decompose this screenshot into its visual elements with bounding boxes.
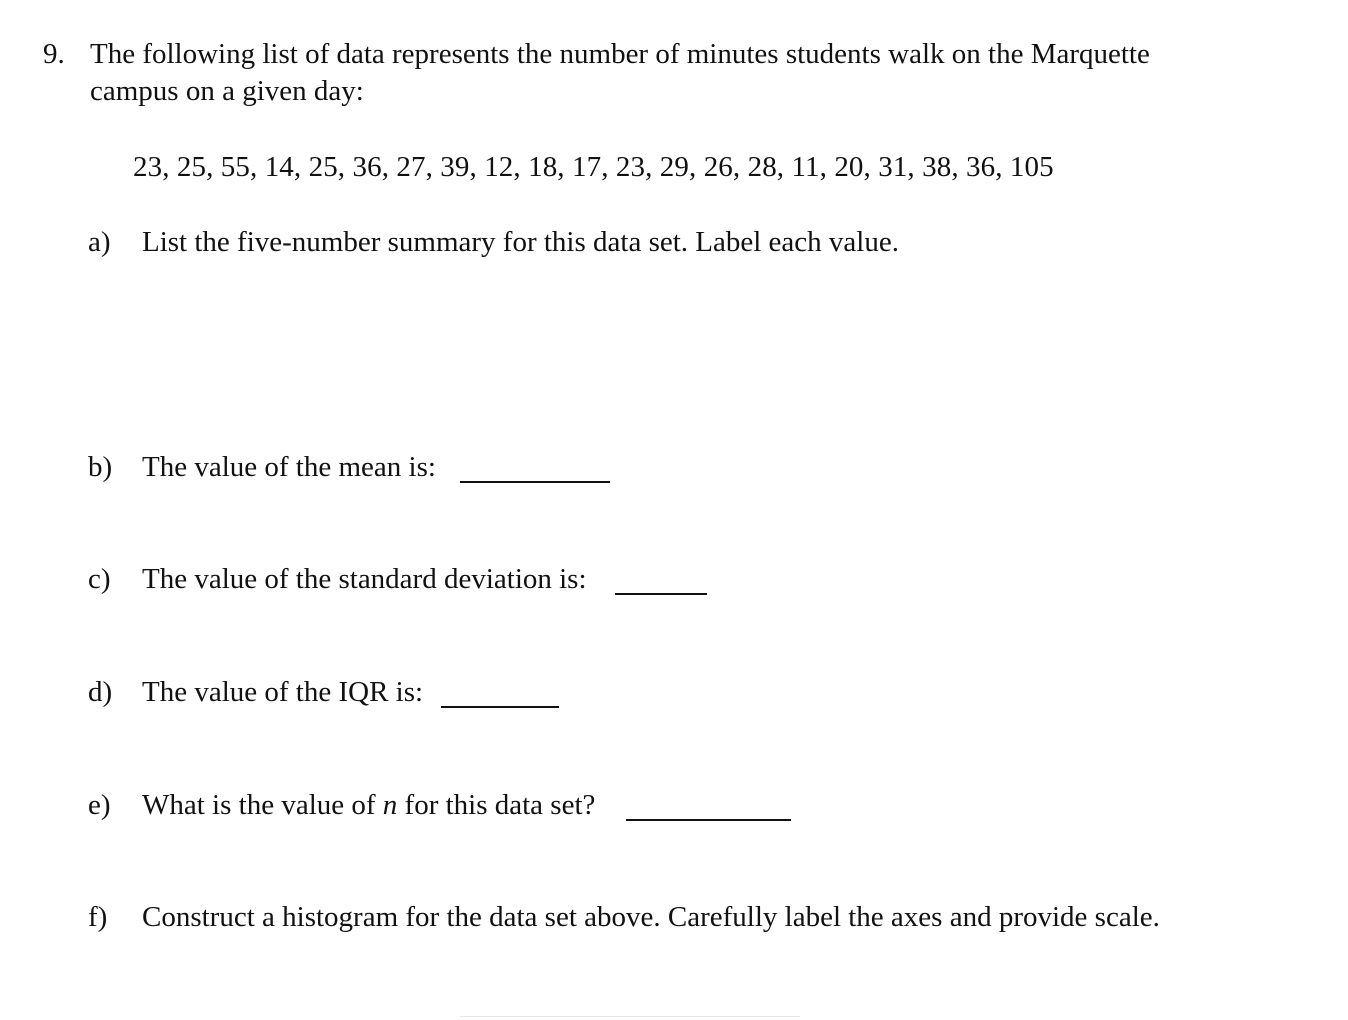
part-f-text: Construct a histogram for the data set above. Carefully label the axes and provide scale.: [142, 901, 1160, 933]
std-dev-answer-blank[interactable]: [615, 593, 707, 595]
part-f-label: f): [88, 901, 108, 933]
part-e-text-after: for this data set?: [397, 789, 596, 821]
part-a-text: List the five-number summary for this data set. Label each value.: [142, 226, 899, 258]
data-list: 23, 25, 55, 14, 25, 36, 27, 39, 12, 18, 17, 23, 29, 26, 28, 11, 20, 31, 38, 36, 105: [133, 151, 1054, 183]
mean-answer-blank[interactable]: [460, 481, 610, 483]
n-answer-blank[interactable]: [626, 819, 791, 821]
part-e-text-before: What is the value of: [142, 789, 383, 821]
part-b-label: b): [88, 451, 113, 483]
question-number: 9.: [43, 38, 65, 70]
part-a-label: a): [88, 226, 111, 258]
part-d-label: d): [88, 676, 113, 708]
part-c-text: The value of the standard deviation is:: [142, 563, 587, 595]
question-prompt-line-1: The following list of data represents the number of minutes students walk on the Marquette: [90, 38, 1150, 70]
variable-n: n: [382, 789, 398, 821]
iqr-answer-blank[interactable]: [441, 706, 559, 708]
part-d-text: The value of the IQR is:: [142, 676, 424, 708]
part-e-label: e): [88, 789, 111, 821]
page-bottom-edge: [460, 1016, 800, 1017]
part-e-text: [142, 787, 595, 823]
part-b-text: The value of the mean is:: [142, 451, 436, 483]
question-prompt-line-2: campus on a given day:: [90, 75, 364, 107]
part-c-label: c): [88, 563, 111, 595]
